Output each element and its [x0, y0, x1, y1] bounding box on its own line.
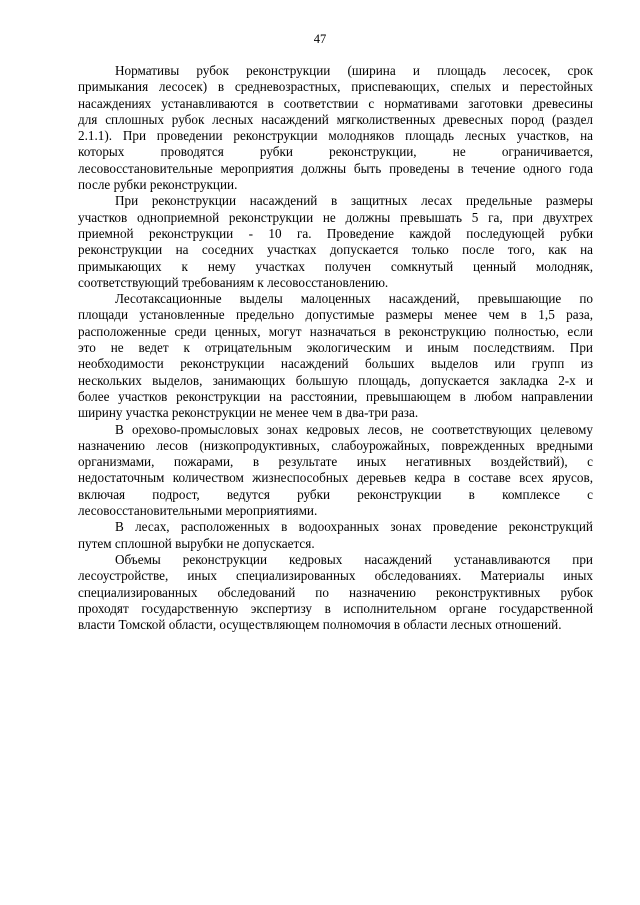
paragraph-4	[78, 422, 593, 520]
paragraph-2	[78, 193, 593, 291]
text-line: примыкания лесосек) в средневозрастных, приспевающих, спелых и перестойных	[78, 79, 593, 95]
text-line: площади установленные предельно допустимые размеры менее чем в 1,5 раза,	[78, 307, 593, 323]
text-line: участков одноприемной реконструкции не должны превышать 5 га, при двухтрех	[78, 209, 593, 225]
body-text	[78, 63, 593, 633]
text-line: расположенные среди ценных, могут назначаться в реконструкцию полностью, если	[78, 323, 593, 339]
paragraph-1	[78, 63, 593, 193]
text-line: приемной реконструкции - 10 га. Проведение каждой последующей рубки	[78, 225, 593, 241]
text-line: Нормативы рубок реконструкции (ширина и площадь лесосек, срок	[115, 63, 593, 78]
text-line: ширину участка реконструкции не менее чем в два-три раза.	[78, 405, 419, 421]
text-line: необходимости реконструкции насаждений больших выделов или групп из	[78, 356, 593, 372]
text-line: примыкающих к нему участках получен сомкнутый ценный молодняк,	[78, 258, 593, 274]
text-line: включая подрост, ведутся рубки реконструкции в комплексе с	[78, 486, 593, 502]
text-line: проходят государственную экспертизу в исполнительном органе государственной	[78, 600, 593, 616]
text-line: это не ведет к отрицательным экологическим и иным последствиям. При	[78, 340, 593, 356]
text-line: лесовосстановительными мероприятиями.	[78, 503, 318, 519]
text-line: после рубки реконструкции.	[78, 177, 238, 193]
text-line: Объемы реконструкции кедровых насаждений устанавливаются при	[115, 551, 593, 567]
text-line: Лесотаксационные выделы малоценных насаждений, превышающие по	[115, 291, 593, 307]
text-line: путем сплошной вырубки не допускается.	[78, 535, 315, 551]
text-line: специализированных обследований по назначению реконструктивных рубок	[78, 584, 593, 600]
paragraph-3	[78, 291, 593, 421]
text-line: организмами, пожарами, в результате иных негативных воздействий), с	[78, 454, 593, 470]
text-line: В лесах, расположенных в водоохранных зонах проведение реконструкций	[115, 519, 593, 535]
text-line: более участков реконструкции на расстоянии, превышающем в любом направлении	[78, 388, 593, 404]
text-line: которых проводятся рубки реконструкции, не ограничивается,	[78, 144, 593, 160]
text-line: При реконструкции насаждений в защитных лесах предельные размеры	[115, 193, 593, 209]
text-line: недостаточным количеством жизнеспособных деревьев кедра в составе всех ярусов,	[78, 470, 593, 486]
text-line: реконструкции на соседних участках допускается только после того, как на	[78, 242, 593, 258]
text-line: лесоустройстве, иных специализированных обследованиях. Материалы иных	[78, 568, 593, 584]
text-line: насаждениях устанавливаются в соответствии с нормативами заготовки древесины	[78, 95, 593, 111]
page-number: 47	[313, 32, 327, 46]
text-line: В орехово-промысловых зонах кедровых лесов, не соответствующих целевому	[115, 421, 593, 437]
text-line: назначению лесов (низкопродуктивных, слабоурожайных, поврежденных вредными	[78, 437, 593, 453]
text-line: нескольких выделов, занимающих большую площадь, допускается закладка 2-х и	[78, 372, 593, 388]
text-line: для сплошных рубок лесных насаждений мягколиственных древесных пород (раздел	[78, 111, 593, 127]
paragraph-5	[78, 519, 593, 552]
text-line: власти Томской области, осуществляющем полномочия в области лесных отношений.	[78, 617, 562, 633]
paragraph-6	[78, 552, 593, 633]
text-line: 2.1.1). При проведении реконструкции молодняков площадь лесных участков, на	[78, 128, 593, 144]
text-line: соответствующий требованиям к лесовосстановлению.	[78, 274, 389, 290]
text-line: лесовосстановительные мероприятия должны быть проведены в течение одного года	[78, 160, 593, 176]
